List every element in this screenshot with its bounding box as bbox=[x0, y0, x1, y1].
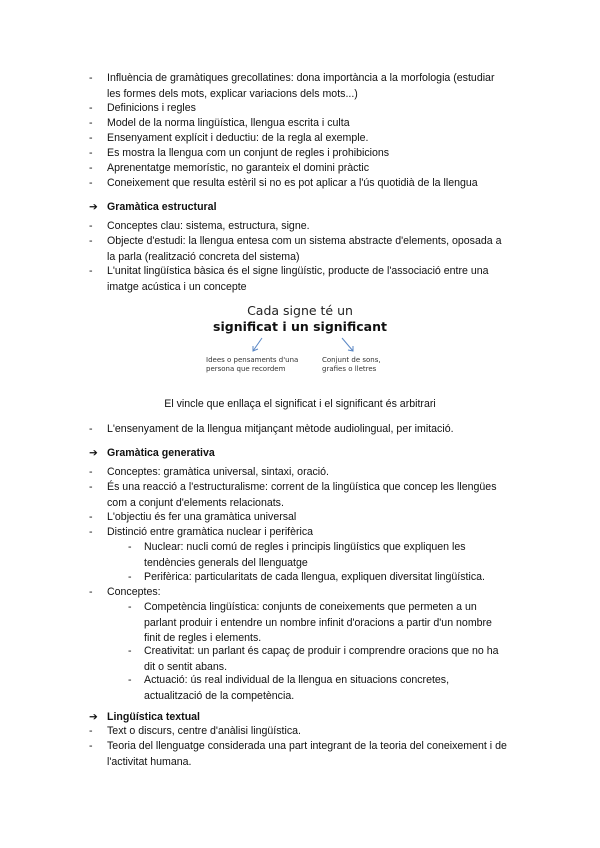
figure-caption: El vincle que enllaça el significat i el significant és arbitrari bbox=[164, 398, 436, 410]
figure-note-significat: Idees o pensaments d'una persona que recordem bbox=[206, 356, 299, 373]
section-heading: ➔ Gramàtica generativa bbox=[89, 447, 215, 459]
list-item: - Text o discurs, centre d'anàlisi lingüística. bbox=[89, 725, 301, 737]
list-item: - Objecte d'estudi: la llengua entesa com un sistema abstracte d'elements, oposada a la parla (realització concreta del sistema) bbox=[89, 235, 502, 263]
arrow-right-icon bbox=[342, 338, 353, 351]
list-item: - L'ensenyament de la llengua mitjançant mètode audiolingual, per imitació. bbox=[89, 423, 454, 435]
list-item: - Influència de gramàtiques grecollatines: dona importància a la morfologia (estudiar les formes dels mots, explicar variacions dels mots...) bbox=[89, 72, 495, 100]
list-item: - Ensenyament explícit i deductiu: de la regla al exemple. bbox=[89, 132, 369, 144]
list-item: - Teoria del llenguatge considerada una part integrant de la teoria del coneixement i de l'activitat humana. bbox=[89, 740, 507, 768]
list-item: - Conceptes: bbox=[89, 586, 161, 598]
sub-list-item: - Nuclear: nucli comú de regles i principis lingüístics que expliquen les tendències generals del llenguatge bbox=[128, 541, 466, 569]
list-item: - Coneixement que resulta estèril si no es pot aplicar a l'ús quotidià de la llengua bbox=[89, 177, 478, 189]
arrow-right-icon: ➔ bbox=[89, 447, 98, 459]
list-item: - Conceptes: gramàtica universal, sintaxi, oració. bbox=[89, 466, 329, 478]
list-item: - Es mostra la llengua com un conjunt de regles i prohibicions bbox=[89, 147, 390, 159]
figure-title: Cada signe té un significat i un significant bbox=[213, 303, 387, 334]
section-heading: ➔ Gramàtica estructural bbox=[89, 201, 217, 213]
section-heading: ➔ Lingüística textual bbox=[89, 711, 201, 723]
arrow-right-icon: ➔ bbox=[89, 711, 98, 723]
list-item: - L'objectiu és fer una gramàtica universal bbox=[89, 511, 297, 523]
list-item: - Model de la norma lingüística, llengua escrita i culta bbox=[89, 117, 350, 129]
arrow-right-icon: ➔ bbox=[89, 201, 98, 213]
sub-list-item: - Competència lingüística: conjunts de coneixements que permeten a un parlant produir i entendre un nombre infinit d'oracions a partir d'un nombre finit de regles i elements. bbox=[128, 601, 492, 644]
figure-note-significant: Conjunt de sons, grafies o lletres bbox=[322, 356, 381, 373]
list-item: - Conceptes clau: sistema, estructura, signe. bbox=[89, 220, 310, 232]
list-item: - Distinció entre gramàtica nuclear i perifèrica bbox=[89, 526, 314, 538]
list-item: - És una reacció a l'estructuralisme: corrent de la lingüística que concep les llengües com a conjunt d'elements relacionats. bbox=[89, 481, 497, 509]
list-item: - Definicions i regles bbox=[89, 102, 196, 114]
sub-list-item: - Perifèrica: particularitats de cada llengua, expliquen diversitat lingüística. bbox=[128, 571, 485, 583]
list-item: - L'unitat lingüística bàsica és el signe lingüístic, producte de l'associació entre una imatge acústica i un concepte bbox=[89, 265, 489, 293]
sub-list-item: - Actuació: ús real individual de la llengua en situacions concretes, actualització de la competència. bbox=[128, 674, 450, 702]
list-item: - Aprenentatge memorístic, no garanteix el domini pràctic bbox=[89, 162, 370, 174]
sub-list-item: - Creativitat: un parlant és capaç de produir i comprendre oracions que no ha dit o sentit abans. bbox=[128, 645, 499, 673]
